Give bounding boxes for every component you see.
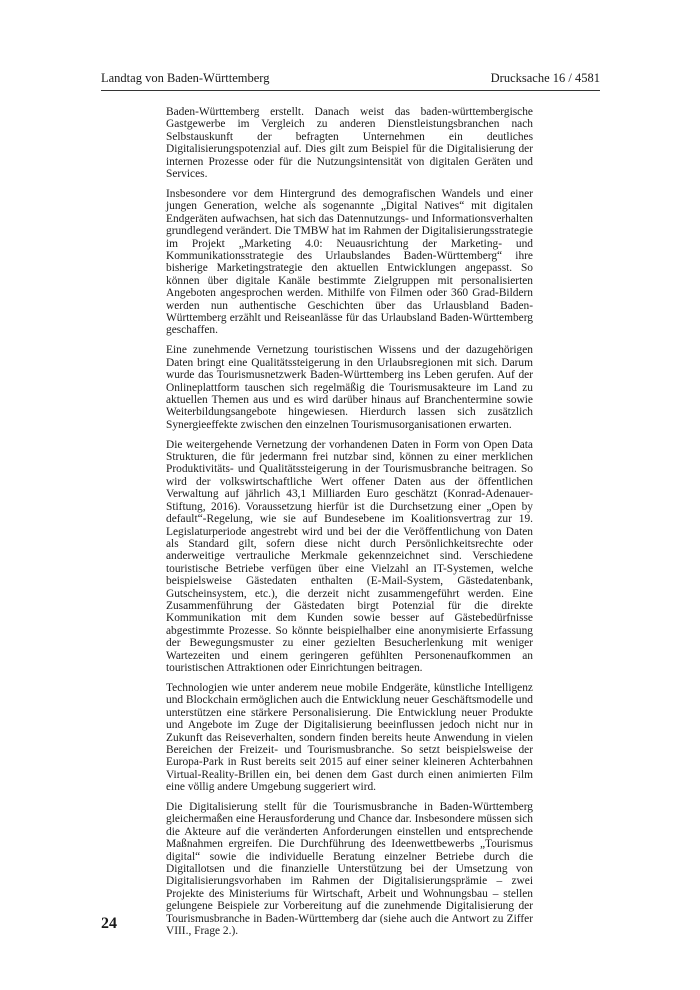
paragraph: Die Digitalisierung stellt für die Tourismusbranche in Baden-Württemberg gleichermaßen eine Herausforderung und Chance dar. Insbesondere müssen sich die Akteure auf die veränderten Anforderungen einstellen und entsprechende Maßnahmen ergreifen. Die Durchführung des Ideenwettbewerbs „Tourismus digital“ sowie die individuelle Beratung einzelner Betriebe durch die Digitallotsen und die finanzielle Unterstützung bei der Umsetzung von Digitalisierungsvorhaben im Rahmen der Digitalisierungsprämie – zwei Projekte des Ministeriums für Wirtschaft, Arbeit und Wohnungsbau – stellen gelungene Beispiele zur Vorbereitung auf die zunehmende Digitalisierung der Tourismusbranche in Baden-Württemberg dar (siehe auch die Antwort zu Ziffer VIII., Frage 2.). bbox=[166, 801, 533, 938]
running-header bbox=[101, 70, 600, 86]
header-rule bbox=[101, 90, 600, 91]
page-number: 24 bbox=[101, 915, 117, 932]
paragraph: Eine zunehmende Vernetzung touristischen Wissens und der dazugehörigen Daten bringt eine Qualitätssteigerung in den Urlaubsregionen mit sich. Darum wurde das Tourismusnetzwerk Baden-Württemberg ins Leben gerufen. Auf der Onlineplattform tauschen sich regelmäßig die Tourismusakteure im Land zu aktuellen Themen aus und es wird darüber hinaus auf Branchentermine sowie Weiterbildungsangebote hingewiesen. Hierdurch lassen sich zusätzlich Synergieeffekte zwischen den einzelnen Tourismusorganisationen erwarten. bbox=[166, 344, 533, 431]
paragraph: Baden-Württemberg erstellt. Danach weist das baden-württembergische Gastgewerbe im Vergleich zu anderen Dienstleistungsbranchen nach Selbstauskunft der befragten Unternehmen ein deutliches Digitalisierungspotenzial auf. Dies gilt zum Beispiel für die Digitalisierung der internen Prozesse oder für die Nutzungsintensität von digitalen Geräten und Services. bbox=[166, 106, 533, 181]
paragraph: Die weitergehende Vernetzung der vorhandenen Daten in Form von Open Data Strukturen, die für jedermann frei nutzbar sind, können zu einer merklichen Produktivitäts- und Qualitätssteigerung in der Tourismusbranche beitragen. So wird der volkswirtschaftliche Wert offener Daten aus der öffentlichen Verwaltung auf jährlich 43,1 Milliarden Euro geschätzt (Konrad-Adenauer-Stiftung, 2016). Voraussetzung hierfür ist die Durchsetzung einer „Open by default“-Regelung, wie sie auf Bundesebene im Koalitionsvertrag zur 19. Legislaturperiode angestrebt wird und bei der die Veröffentlichung von Daten als Standard gilt, sofern diese nicht durch Persönlichkeitsrechte oder anderweitige vertrauliche Merkmale gekennzeichnet sind. Verschiedene touristische Betriebe verfügen über eine Vielzahl an IT-Systemen, welche beispielsweise Gästedaten enthalten (E-Mail-System, Gästedatenbank, Gutscheinsystem, etc.), die derzeit nicht zusammengeführt werden. Eine Zusammenführung der Gästedaten birgt Potenzial für die direkte Kommunikation mit dem Kunden sowie besser auf Gästebedürfnisse abgestimmte Prozesse. So könnte beispielhalber eine anonymisierte Erfassung der Bewegungsmuster zu einer gezielten Besucherlenkung mit weniger Wartezeiten und einem geringeren gefühlten Personenaufkommen an touristischen Attraktionen oder Einrichtungen beitragen. bbox=[166, 438, 533, 674]
header-document-number: Drucksache 16 / 4581 bbox=[490, 71, 600, 85]
paragraph: Insbesondere vor dem Hintergrund des demografischen Wandels und einer jungen Generation, welche als sogenannte „Digital Natives“ mit digitalen Endgeräten aufwachsen, hat sich das Datennutzungs- und Informationsverhalten grundlegend verändert. Die TMBW hat im Rahmen der Digitalisierungsstrategie im Projekt „Marketing 4.0: Neuausrichtung der Marketing- und Kommunikationsstrategie des Urlaubslandes Baden-Württemberg“ ihre bisherige Marketingstrategie den aktuellen Entwicklungen angepasst. So können über digitale Kanäle bestimmte Zielgruppen mit personalisierten Angeboten angesprochen werden. Mithilfe von Filmen oder 360 Grad-Bildern werden nun authentische Geschichten über das Urlausbland Baden-Württemberg erzählt und Reiseanlässe für das Urlaubsland Baden-Württemberg geschaffen. bbox=[166, 187, 533, 337]
paragraph: Technologien wie unter anderem neue mobile Endgeräte, künstliche Intelligenz und Blockchain ermöglichen auch die Entwicklung neuer Geschäftsmodelle und unterstützen eine stärkere Personalisierung. Die Entwicklung neuer Produkte und Angebote im Zuge der Digitalisierung beeinflussen jedoch nicht nur in Zukunft das Reiseverhalten, sondern finden bereits heute Anwendung in vielen Bereichen der Freizeit- und Tourismusbranche. So setzt beispielsweise der Europa-Park in Rust bereits seit 2015 auf einer seiner kleineren Achterbahnen Virtual-Reality-Brillen ein, bei denen dem Gast durch einen animierten Film eine völlig andere Umgebung suggeriert wird. bbox=[166, 681, 533, 794]
header-parliament: Landtag von Baden-Württemberg bbox=[101, 71, 270, 85]
body-text bbox=[166, 106, 533, 945]
